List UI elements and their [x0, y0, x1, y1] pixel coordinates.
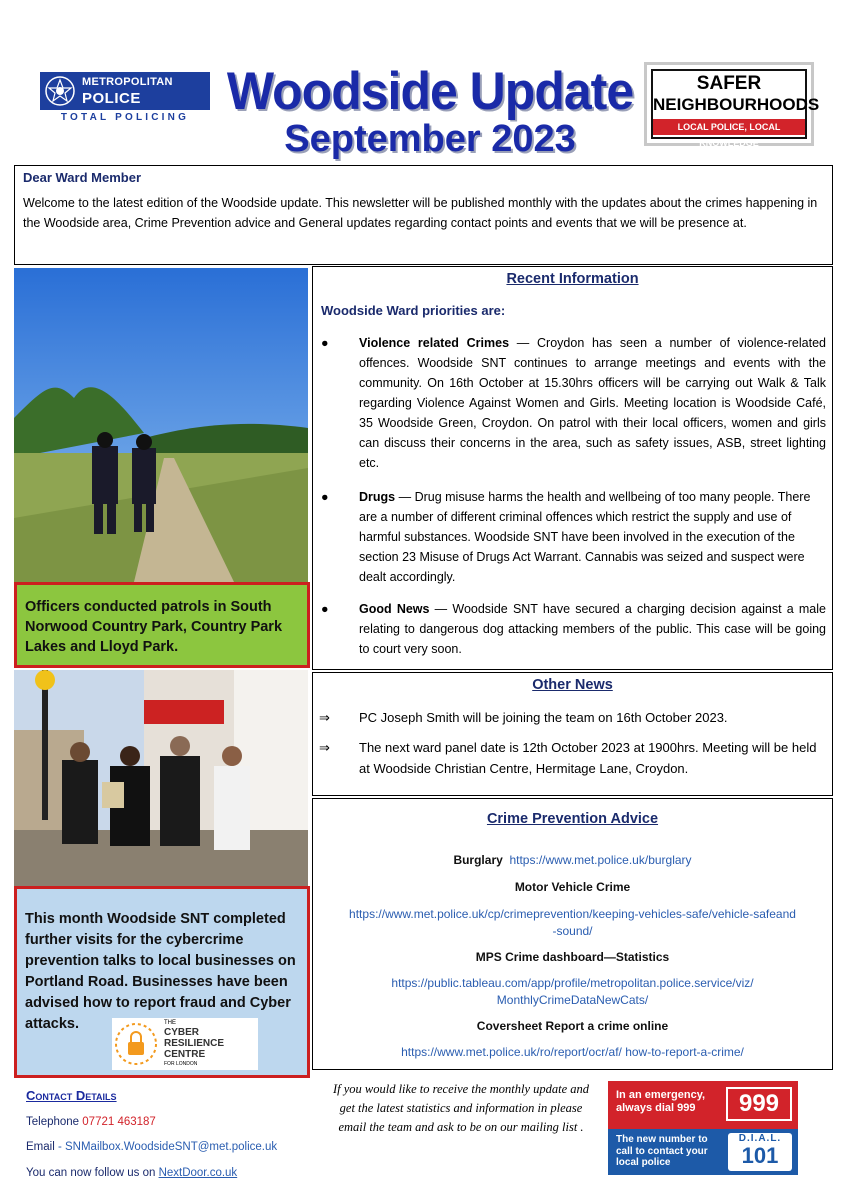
follow-line [26, 1167, 237, 1179]
dashboard-link-2[interactable]: MonthlyCrimeDataNewCats/ [496, 993, 649, 1007]
emergency-999-panel [608, 1081, 798, 1129]
cyber-logo-line5: FOR LONDON [164, 1061, 198, 1067]
priority-title: Violence related Crimes [359, 336, 510, 350]
coversheet-label [313, 1017, 832, 1035]
motor-label [313, 878, 832, 896]
cyber-logo-line4: CENTRE [164, 1049, 206, 1060]
arrow-right-icon: ⇒ [319, 710, 330, 725]
patrol-photo [14, 268, 308, 582]
safer-neighbourhoods-logo [644, 62, 820, 148]
priority-text: — Croydon has seen a number of violence-related offences. Woodside SNT continues to arrange meetings and events with the community. On 16th October at 15.30hrs officers will be carrying out Walk & Talk regarding Violence Against Women and Girls. Meeting location is Woodside Café, 35 Woodside Green, Croydon. On patrol with their local officers, women and girls can discuss their concerns in the area, such as safety issues, ASB, street lighting etc. [359, 336, 826, 470]
motor-link-2[interactable]: -sound/ [552, 924, 593, 938]
priority-item [321, 599, 826, 659]
dashboard-label-text: MPS Crime dashboard—Statistics [475, 950, 670, 964]
newsletter-subtitle: September 2023 [284, 118, 576, 160]
sn-logo-line2: NEIGHBOURHOODS [653, 95, 820, 114]
met-logo-tagline: TOTAL POLICING [60, 112, 190, 123]
sn-logo-inner [651, 69, 820, 148]
sn-logo-line3: LOCAL POLICE, LOCAL KNOWLEDGE [653, 119, 805, 135]
recent-information-box [312, 266, 833, 670]
cyber-resilience-logo [112, 1018, 258, 1070]
bullet-icon: ● [321, 490, 329, 504]
business-visit-caption: This month Woodside SNT completed further visits for the cybercrime prevention talks to local businesses on Portland Road. Businesses have been advised how to report fraud and Cyber attacks. [14, 886, 310, 1078]
police-crest-icon [44, 75, 76, 107]
cyber-logo-line1: THE [164, 1020, 176, 1026]
coversheet-link[interactable]: https://www.met.police.uk/ro/report/ocr/af/ how-to-report-a-crime/ [401, 1045, 744, 1059]
priority-item [321, 333, 826, 473]
burglary-link[interactable]: https://www.met.police.uk/burglary [509, 853, 692, 867]
street-visit-image [14, 670, 308, 886]
met-police-logo [40, 72, 210, 124]
priority-item [321, 487, 826, 587]
coversheet-label-text: Coversheet Report a crime online [476, 1019, 669, 1033]
newsletter-title: Woodside Update [226, 61, 634, 121]
nextdoor-link[interactable]: NextDoor.co.uk [158, 1167, 238, 1179]
contact-heading: Contact Details [26, 1088, 117, 1103]
emergency-999-number: 999 [726, 1087, 792, 1121]
bullet-icon: ● [321, 336, 329, 350]
non-emergency-text: The new number to call to contact your local police [616, 1134, 708, 1168]
priority-title: Good News [359, 602, 430, 616]
follow-text: You can now follow us on [26, 1167, 156, 1179]
priorities-heading: Woodside Ward priorities are: [321, 303, 506, 318]
recent-information-heading: Recent Information [506, 271, 639, 287]
emergency-999-text: In an emergency, always dial 999 [616, 1089, 706, 1114]
motor-label-text: Motor Vehicle Crime [514, 880, 631, 894]
dashboard-label [313, 948, 832, 966]
met-logo-banner [40, 72, 210, 110]
news-item [319, 707, 819, 728]
arrow-right-icon: ⇒ [319, 740, 330, 755]
priority-text: — Woodside SNT have secured a charging decision against a male relating to dangerous dog attacking members of the public. This case will be going to court very soon. [359, 602, 826, 656]
met-logo-line2: POLICE [82, 90, 141, 107]
patrol-caption: Officers conducted patrols in South Norwood Country Park, Country Park Lakes and Lloyd Park. [14, 582, 310, 668]
dashboard-link-1[interactable]: https://public.tableau.com/app/profile/metropolitan.police.service/viz/ [391, 976, 754, 990]
park-patrol-image [14, 268, 308, 582]
intro-greeting: Dear Ward Member [23, 170, 141, 185]
sn-logo-line1: SAFER [696, 73, 762, 94]
cyber-logo-line3: RESILIENCE [164, 1038, 225, 1049]
priority-title: Drugs [359, 490, 396, 504]
non-emergency-101-panel [608, 1129, 798, 1175]
dial-101-badge [728, 1133, 792, 1171]
other-news-box [312, 672, 833, 796]
cyber-logo-line2: CYBER [164, 1027, 200, 1038]
crime-prevention-box [312, 798, 833, 1070]
news-item-text: The next ward panel date is 12th October 2023 at 1900hrs. Meeting will be held at Woodside Christian Centre, Hermitage Lane, Croydon. [359, 740, 817, 776]
intro-box [14, 165, 833, 265]
intro-body: Welcome to the latest edition of the Woodside update. This newsletter will be published monthly with the updates about the crimes happening in the Woodside area, Crime Prevention advice and General updates regarding contact points and events that we will be presence at. [23, 196, 818, 230]
bullet-icon: ● [321, 602, 329, 616]
emergency-numbers-graphic [608, 1081, 798, 1175]
email-label: Email [26, 1141, 55, 1153]
email-link[interactable]: - SNMailbox.WoodsideSNT@met.police.uk [57, 1141, 278, 1153]
priority-text: — Drug misuse harms the health and wellbeing of too many people. There are a number of different criminal offences which restrict the supply and use of harmful substances. Woodside SNT have been involved in the execution of the section 23 Misuse of Drugs Act Warrant. Cannabis was seized and suspect were dealt accordingly. [359, 490, 811, 584]
news-item-text: PC Joseph Smith will be joining the team on 16th October 2023. [359, 710, 728, 725]
met-logo-line1: METROPOLITAN [82, 76, 173, 88]
burglary-label: Burglary [453, 853, 503, 867]
crime-prevention-heading: Crime Prevention Advice [486, 811, 659, 827]
burglary-line [313, 851, 832, 869]
news-item [319, 737, 819, 779]
motor-link-1[interactable]: https://www.met.police.uk/cp/crimeprevention/keeping-vehicles-safe/vehicle-safeand [349, 907, 796, 921]
telephone-number[interactable]: 07721 463187 [82, 1116, 156, 1128]
dial-label: D.I.A.L. [738, 1133, 782, 1144]
dial-101-number: 101 [741, 1143, 779, 1168]
telephone-label: Telephone [26, 1116, 80, 1128]
other-news-heading: Other News [532, 677, 613, 693]
email-line [26, 1141, 277, 1153]
business-visit-photo [14, 670, 308, 886]
mailing-list-note: If you would like to receive the monthly update and get the latest statistics and information in please email the team and ask to be on our mailing list . [332, 1082, 590, 1134]
telephone-line [26, 1116, 156, 1128]
